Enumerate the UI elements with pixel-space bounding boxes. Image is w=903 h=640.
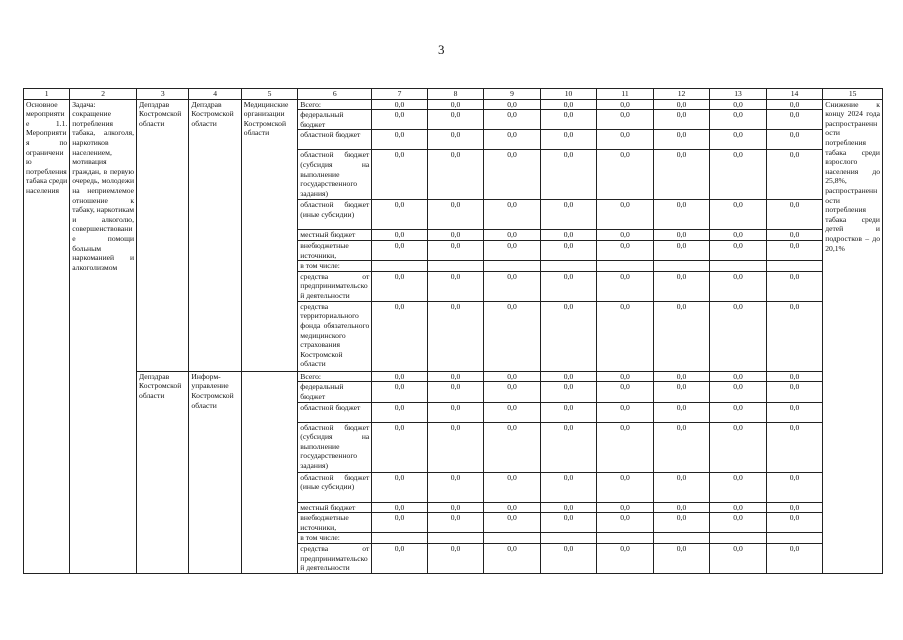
amount-cell: 0,0 bbox=[427, 240, 484, 260]
amount-cell: 0,0 bbox=[597, 99, 654, 110]
amount-cell: 0,0 bbox=[597, 513, 654, 533]
amount-cell bbox=[653, 533, 710, 544]
amount-cell: 0,0 bbox=[427, 422, 484, 472]
header-col-13: 13 bbox=[710, 89, 767, 100]
amount-cell: 0,0 bbox=[484, 99, 541, 110]
amount-cell: 0,0 bbox=[372, 382, 427, 402]
expected-result: Снижение к концу 2024 года распространенности потребления табака среди взрослого населения до 25,8%, распространенности потребления табака среди детей и подростков – до 20,1% bbox=[823, 99, 883, 573]
funding-source-federal: федеральный бюджет bbox=[298, 382, 372, 402]
amount-cell: 0,0 bbox=[484, 200, 541, 230]
amount-cell: 0,0 bbox=[427, 271, 484, 301]
amount-cell: 0,0 bbox=[427, 130, 484, 150]
amount-cell: 0,0 bbox=[427, 543, 484, 573]
amount-cell: 0,0 bbox=[597, 200, 654, 230]
amount-cell: 0,0 bbox=[710, 301, 767, 371]
amount-cell: 0,0 bbox=[653, 230, 710, 241]
amount-cell: 0,0 bbox=[427, 150, 484, 200]
amount-cell: 0,0 bbox=[372, 301, 427, 371]
amount-cell: 0,0 bbox=[710, 513, 767, 533]
amount-cell: 0,0 bbox=[597, 301, 654, 371]
amount-cell: 0,0 bbox=[372, 422, 427, 472]
amount-cell: 0,0 bbox=[484, 150, 541, 200]
amount-cell: 0,0 bbox=[427, 382, 484, 402]
funding-source-regional_subsidy: областной бюджет (субсидия на выполнение государственного задания) bbox=[298, 422, 372, 472]
funding-source-local: местный бюджет bbox=[298, 230, 372, 241]
amount-cell: 0,0 bbox=[484, 301, 541, 371]
amount-cell: 0,0 bbox=[597, 150, 654, 200]
amount-cell: 0,0 bbox=[710, 422, 767, 472]
amount-cell: 0,0 bbox=[427, 371, 484, 382]
amount-cell: 0,0 bbox=[710, 99, 767, 110]
amount-cell: 0,0 bbox=[653, 150, 710, 200]
amount-cell: 0,0 bbox=[597, 543, 654, 573]
amount-cell bbox=[372, 261, 427, 272]
amount-cell: 0,0 bbox=[597, 502, 654, 513]
amount-cell: 0,0 bbox=[653, 543, 710, 573]
amount-cell: 0,0 bbox=[540, 271, 597, 301]
amount-cell bbox=[766, 261, 823, 272]
amount-cell: 0,0 bbox=[484, 543, 541, 573]
amount-cell: 0,0 bbox=[540, 240, 597, 260]
amount-cell: 0,0 bbox=[427, 402, 484, 422]
amount-cell: 0,0 bbox=[540, 301, 597, 371]
amount-cell: 0,0 bbox=[653, 513, 710, 533]
amount-cell: 0,0 bbox=[540, 200, 597, 230]
funding-source-local: местный бюджет bbox=[298, 502, 372, 513]
amount-cell: 0,0 bbox=[653, 200, 710, 230]
header-col-1: 1 bbox=[24, 89, 70, 100]
funding-source-total: Всего: bbox=[298, 99, 372, 110]
amount-cell: 0,0 bbox=[597, 230, 654, 241]
funding-source-regional: областной бюджет bbox=[298, 402, 372, 422]
header-col-14: 14 bbox=[766, 89, 823, 100]
amount-cell: 0,0 bbox=[766, 402, 823, 422]
amount-cell: 0,0 bbox=[710, 371, 767, 382]
amount-cell: 0,0 bbox=[653, 110, 710, 130]
funding-source-offbudget: внебюджетные источники, bbox=[298, 240, 372, 260]
amount-cell: 0,0 bbox=[710, 240, 767, 260]
amount-cell: 0,0 bbox=[766, 422, 823, 472]
funding-source-business: средства от предпринимательской деятельности bbox=[298, 271, 372, 301]
amount-cell: 0,0 bbox=[597, 402, 654, 422]
amount-cell: 0,0 bbox=[427, 513, 484, 533]
amount-cell: 0,0 bbox=[766, 110, 823, 130]
customer-block1: Депздрав Костромской области bbox=[137, 99, 189, 371]
program-table bbox=[23, 88, 883, 574]
amount-cell: 0,0 bbox=[597, 472, 654, 502]
amount-cell: 0,0 bbox=[653, 99, 710, 110]
amount-cell: 0,0 bbox=[597, 240, 654, 260]
amount-cell: 0,0 bbox=[484, 382, 541, 402]
header-col-2: 2 bbox=[70, 89, 137, 100]
amount-cell: 0,0 bbox=[653, 472, 710, 502]
funding-source-incl: в том числе: bbox=[298, 261, 372, 272]
event-name: Основное мероприятие 1.1. Мероприятия по ограничению потребления табака среди населения bbox=[24, 99, 70, 573]
amount-cell: 0,0 bbox=[710, 543, 767, 573]
amount-cell: 0,0 bbox=[484, 513, 541, 533]
funding-source-omc: средства территориального фонда обязательного медицинского страхования Костромской области bbox=[298, 301, 372, 371]
amount-cell: 0,0 bbox=[766, 240, 823, 260]
amount-cell: 0,0 bbox=[540, 99, 597, 110]
amount-cell: 0,0 bbox=[372, 513, 427, 533]
amount-cell: 0,0 bbox=[372, 200, 427, 230]
amount-cell: 0,0 bbox=[540, 502, 597, 513]
amount-cell: 0,0 bbox=[372, 402, 427, 422]
header-col-15: 15 bbox=[823, 89, 883, 100]
amount-cell: 0,0 bbox=[653, 371, 710, 382]
amount-cell: 0,0 bbox=[597, 130, 654, 150]
amount-cell: 0,0 bbox=[766, 271, 823, 301]
amount-cell: 0,0 bbox=[427, 110, 484, 130]
customer-block2: Депздрав Костромской области bbox=[137, 371, 189, 573]
amount-cell: 0,0 bbox=[427, 230, 484, 241]
amount-cell: 0,0 bbox=[427, 502, 484, 513]
amount-cell: 0,0 bbox=[597, 382, 654, 402]
participant-block2 bbox=[241, 371, 298, 573]
amount-cell: 0,0 bbox=[710, 150, 767, 200]
amount-cell bbox=[540, 261, 597, 272]
task-description: Задача: сокращение потребления табака, алкоголя, наркотиков населением, мотивация граждан, в первую очередь, молодежи на неприемлемое отношение к табаку, наркотикам и алкоголю, совершенствование помощи больным наркоманией и алкоголизмом bbox=[70, 99, 137, 573]
amount-cell: 0,0 bbox=[484, 130, 541, 150]
amount-cell: 0,0 bbox=[766, 230, 823, 241]
executor-block2: Информ-управление Костромской области bbox=[189, 371, 241, 573]
amount-cell: 0,0 bbox=[597, 110, 654, 130]
amount-cell: 0,0 bbox=[653, 382, 710, 402]
amount-cell: 0,0 bbox=[766, 130, 823, 150]
amount-cell: 0,0 bbox=[540, 472, 597, 502]
amount-cell bbox=[427, 533, 484, 544]
header-col-4: 4 bbox=[189, 89, 241, 100]
amount-cell bbox=[710, 261, 767, 272]
funding-source-regional: областной бюджет bbox=[298, 130, 372, 150]
funding-source-regional_other: областной бюджет (иные субсидии) bbox=[298, 472, 372, 502]
amount-cell: 0,0 bbox=[710, 502, 767, 513]
amount-cell: 0,0 bbox=[766, 543, 823, 573]
amount-cell: 0,0 bbox=[710, 110, 767, 130]
amount-cell: 0,0 bbox=[372, 240, 427, 260]
amount-cell: 0,0 bbox=[427, 99, 484, 110]
amount-cell: 0,0 bbox=[540, 513, 597, 533]
amount-cell: 0,0 bbox=[540, 130, 597, 150]
amount-cell bbox=[597, 261, 654, 272]
amount-cell bbox=[372, 533, 427, 544]
header-col-10: 10 bbox=[540, 89, 597, 100]
amount-cell bbox=[484, 261, 541, 272]
amount-cell: 0,0 bbox=[372, 543, 427, 573]
amount-cell: 0,0 bbox=[653, 502, 710, 513]
amount-cell: 0,0 bbox=[540, 230, 597, 241]
amount-cell: 0,0 bbox=[766, 200, 823, 230]
amount-cell: 0,0 bbox=[540, 402, 597, 422]
amount-cell: 0,0 bbox=[372, 150, 427, 200]
funding-source-total: Всего: bbox=[298, 371, 372, 382]
funding-source-incl: в том числе: bbox=[298, 533, 372, 544]
amount-cell: 0,0 bbox=[484, 271, 541, 301]
amount-cell: 0,0 bbox=[427, 472, 484, 502]
amount-cell: 0,0 bbox=[766, 301, 823, 371]
amount-cell: 0,0 bbox=[372, 99, 427, 110]
header-col-9: 9 bbox=[484, 89, 541, 100]
header-col-7: 7 bbox=[372, 89, 427, 100]
amount-cell: 0,0 bbox=[427, 200, 484, 230]
funding-source-regional_other: областной бюджет (иные субсидии) bbox=[298, 200, 372, 230]
amount-cell: 0,0 bbox=[372, 371, 427, 382]
amount-cell: 0,0 bbox=[372, 472, 427, 502]
amount-cell: 0,0 bbox=[484, 422, 541, 472]
amount-cell: 0,0 bbox=[372, 130, 427, 150]
participant-block1: Медицинские организации Костромской области bbox=[241, 99, 298, 371]
amount-cell bbox=[766, 533, 823, 544]
amount-cell: 0,0 bbox=[427, 301, 484, 371]
amount-cell: 0,0 bbox=[766, 371, 823, 382]
amount-cell: 0,0 bbox=[766, 99, 823, 110]
amount-cell: 0,0 bbox=[766, 513, 823, 533]
header-col-12: 12 bbox=[653, 89, 710, 100]
amount-cell: 0,0 bbox=[766, 502, 823, 513]
amount-cell bbox=[710, 533, 767, 544]
amount-cell bbox=[540, 533, 597, 544]
amount-cell: 0,0 bbox=[766, 150, 823, 200]
amount-cell: 0,0 bbox=[710, 200, 767, 230]
amount-cell: 0,0 bbox=[766, 472, 823, 502]
header-col-3: 3 bbox=[137, 89, 189, 100]
funding-source-federal: федеральный бюджет bbox=[298, 110, 372, 130]
amount-cell: 0,0 bbox=[372, 502, 427, 513]
amount-cell: 0,0 bbox=[540, 110, 597, 130]
amount-cell: 0,0 bbox=[540, 543, 597, 573]
amount-cell: 0,0 bbox=[597, 271, 654, 301]
amount-cell: 0,0 bbox=[484, 472, 541, 502]
page-number: 3 bbox=[438, 42, 445, 57]
executor-block1: Депздрав Костромской области bbox=[189, 99, 241, 371]
amount-cell bbox=[597, 533, 654, 544]
amount-cell: 0,0 bbox=[372, 271, 427, 301]
amount-cell: 0,0 bbox=[484, 371, 541, 382]
amount-cell: 0,0 bbox=[653, 301, 710, 371]
amount-cell: 0,0 bbox=[372, 110, 427, 130]
amount-cell: 0,0 bbox=[653, 130, 710, 150]
amount-cell: 0,0 bbox=[484, 502, 541, 513]
header-col-5: 5 bbox=[241, 89, 298, 100]
funding-source-business: средства от предпринимательской деятельности bbox=[298, 543, 372, 573]
amount-cell: 0,0 bbox=[653, 402, 710, 422]
amount-cell: 0,0 bbox=[653, 422, 710, 472]
amount-cell: 0,0 bbox=[484, 240, 541, 260]
amount-cell: 0,0 bbox=[597, 422, 654, 472]
amount-cell: 0,0 bbox=[710, 130, 767, 150]
header-col-8: 8 bbox=[427, 89, 484, 100]
amount-cell: 0,0 bbox=[484, 110, 541, 130]
header-col-6: 6 bbox=[298, 89, 372, 100]
amount-cell: 0,0 bbox=[597, 371, 654, 382]
amount-cell: 0,0 bbox=[710, 271, 767, 301]
amount-cell bbox=[427, 261, 484, 272]
amount-cell: 0,0 bbox=[540, 150, 597, 200]
amount-cell: 0,0 bbox=[710, 402, 767, 422]
amount-cell bbox=[484, 533, 541, 544]
amount-cell: 0,0 bbox=[484, 230, 541, 241]
amount-cell: 0,0 bbox=[653, 240, 710, 260]
amount-cell: 0,0 bbox=[710, 472, 767, 502]
amount-cell: 0,0 bbox=[540, 382, 597, 402]
amount-cell: 0,0 bbox=[484, 402, 541, 422]
amount-cell: 0,0 bbox=[372, 230, 427, 241]
funding-source-regional_subsidy: областной бюджет (субсидия на выполнение государственного задания) bbox=[298, 150, 372, 200]
funding-source-offbudget: внебюджетные источники, bbox=[298, 513, 372, 533]
amount-cell: 0,0 bbox=[710, 230, 767, 241]
amount-cell: 0,0 bbox=[540, 371, 597, 382]
header-col-11: 11 bbox=[597, 89, 654, 100]
amount-cell: 0,0 bbox=[710, 382, 767, 402]
amount-cell bbox=[653, 261, 710, 272]
amount-cell: 0,0 bbox=[653, 271, 710, 301]
amount-cell: 0,0 bbox=[766, 382, 823, 402]
amount-cell: 0,0 bbox=[540, 422, 597, 472]
